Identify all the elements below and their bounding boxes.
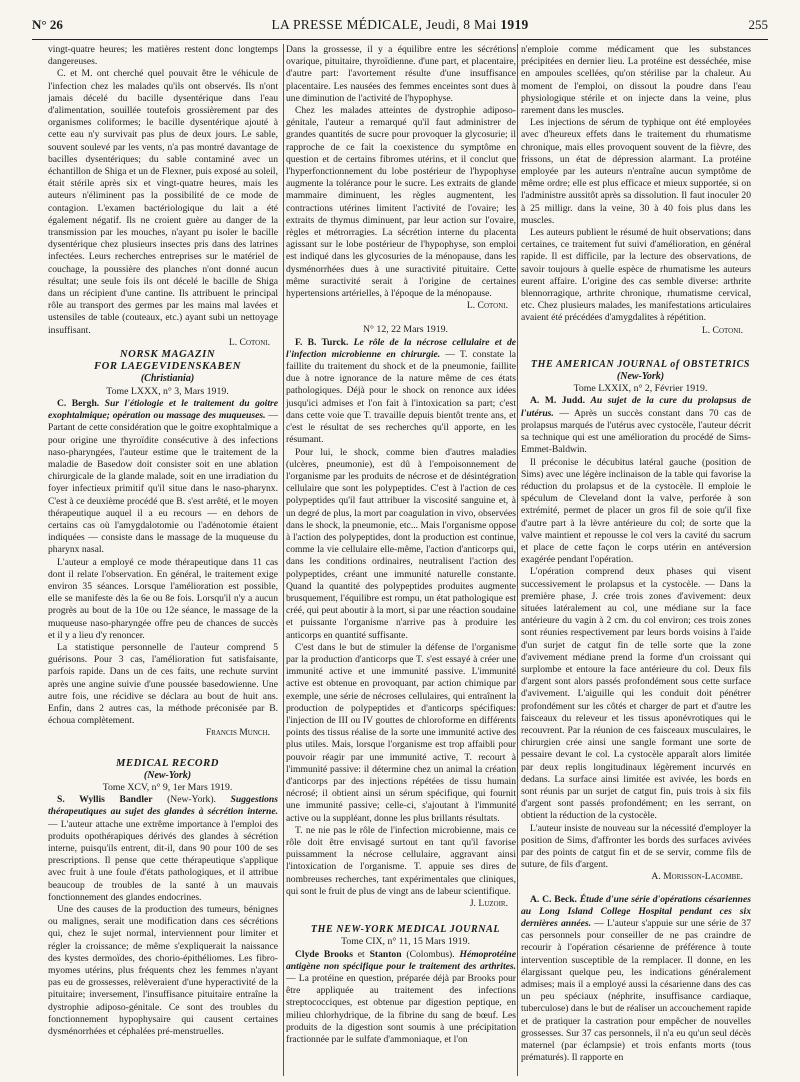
signature: L. Cotoni. — [701, 324, 743, 336]
paragraph: L'opération comprend deux phases qui visent successivement le prolapsus et la cystocèle. — Dans la première phase, J. crée trois zones d'avivement: deux situées latéralement au col, une médiane sur la face antérieure du vagin à 2 cm. du col environ; ces trois zones sont réunies respectivement par leurs bords voisins à l'aide d'un surjet de catgut fin de telle sorte que la zone d'avivement médiane prend la forme d'un croissant qui surplombe et entoure la face antérieure du col. Deux fils d'argent sont alors passés profondément sous cette surface d'avivement. L'aiguille qui les conduit doit pénétrer profondément sur les côtés et charger de part et d'autre les faisceaux du releveur et les tissus aponévrotiques qui le recouvrent. Par la réunion de ces faisceaux musculaires, le chirurgien crée ainsi une sangle formant une sorte de pessaire devant le col. La cystocèle apparaît alors limitée par deux replis longitudinaux légèrement incurvés en dedans. La surface ainsi limitée est avivée, les bords en sont réunis par un surjet de catgut fin, puis trois à six fils d'argent sont passés profondément; en les serrant, on obtient la réduction de la cystocèle. — [521, 566, 751, 822]
paragraph: C'est dans le but de stimuler la défense de l'organisme par la production d'anticorps que T. s'est essayé à créer une immunité active et une immunité passive. L'immunité active est obtenue en provoquant, par action chimique par exemple, une série de nécroses cellulaires, qui entraînent la production de polypeptides et d'anticorps spécifiques: l'injection de III ou IV gouttes de chloroforme en différents points des tissus réalise de la sorte une immunité active des plus utiles. Mais, lorsque l'organisme est trop affaibli pour pouvoir réagir par une immunité active, T. recourt à l'immunité passive: il détermine chez un animal la création d'anticorps par des injections répétées de tissu humain nécrosé; il obtient ainsi un sérum spécifique, qui fournit une immunité passive; celle-ci, s'ajoutant à l'immunité active ou la suppléant, donne les plus brillants résultats. — [286, 641, 516, 824]
column-3 — [521, 44, 751, 1076]
journal-name: LA PRESSE MÉDICALE — [271, 17, 419, 32]
article-body: — L'auteur attache une extrême importance à l'emploi des produits opothérapiques dérivés des glandes à sécrétion interne, puisqu'ils entrent, dit-il, dans 90 pour 100 de ses prescriptions. Il pense que cette thérapeutique s'applique avec fruit à une foule d'états pathologiques, et il attribue beaucoup de troubles de la santé à un mauvais fonctionnement des glandes endocrines. — [48, 818, 278, 903]
paragraph: Il préconise le décubitus latéral gauche (position de Sims) avec une légère inclinaison de la table qui favorise la réduction du prolapsus et de la cystocèle. Il emploie le spéculum de Cleveland dont la valve, perforée à son extrémité, permet de placer un gros fil de soie qu'il fixe d'autre part à la lèvre antérieure du col; de sorte que la valve maintient et repousse le col vers la cavité du sacrum et place de cette façon le corps utérin en antéversion exagérée pendant l'opération. — [521, 456, 751, 566]
column-divider-2 — [517, 44, 518, 1076]
article-entry — [286, 949, 516, 1047]
article-title: Suggestions thérapeutiques au sujet des glandes à sécrétion interne. — [48, 794, 278, 818]
article-body: — L'auteur s'appuie sur une série de 37 cas personnels pour conseiller de ne pas craindre de recourir à l'opération césarienne de préférence à toute intervention susceptible de la remplacer. Il donne, en les élargissant quelque peu, les indications généralement admises; mais il a employé aussi la césarienne dans des cas un peu spéciaux (néphrite, insuffisance cardiaque, tuberculose) dans le but de réaliser un accouchement rapide et de pratiquer la castration pour empêcher de nouvelles grossesses. Sur 37 cas personnels, il n'a eu qu'un seul décès maternel (par éclampsie) et trois enfants morts (tous prématurés). Il rapporte en — [521, 918, 751, 1064]
paragraph: Les injections de sérum de typhique ont été employées avec d'heureux effets dans le traitement du rhumatisme chronique, mais elles provoquent souvent de la fièvre, des frissons, un état de dépression alarmant. La protéine employée par les auteurs n'entraîne aucun symptôme de même ordre; elle est plus efficace et mieux supportée, si on l'administre aussitôt après sa dissolution. Il faut inoculer 20 à 25 milligr. dans la veine, 30 à 40 fois plus dans les muscles. — [521, 117, 751, 226]
paragraph: La statistique personnelle de l'auteur comprend 5 guérisons. Pour 3 cas, l'amélioration fut satisfaisante, parfois rapide. Dans un de ces faits, une rechute survint après une angine suivie d'une poussée basedowienne. Une autre fois, une récidive se déclara au bout de huit ans. Enfin, dans 2 autres cas, la méthode préconisée par B. échoua complètement. — [48, 641, 278, 727]
article-entry — [48, 794, 278, 904]
article-author-2: Stanton — [369, 948, 402, 960]
article-entry — [521, 395, 751, 456]
header-rule — [32, 39, 768, 40]
article-body: — Partant de cette considération que le goitre exophtalmique a pour origine une thyroïdite consécutive à des infections naso-pharyngées, l'auteur estime que le traitement de la maladie de Basedow doit consister soit en une ablation chirurgicale de la glande malade, soit en une irradiation du foyer infectieux primitif qu'il situe dans le naso-pharynx. C'est à ce deuxième procédé que B. s'est arrêté, et le moyen thérapeutique auquel il a eu recours — en dehors de certains cas où l'amygdalotomie ou l'adénotomie étaient indiquées — consiste dans le massage de la muqueuse du pharynx nasal. — [48, 410, 278, 556]
article-entry — [521, 894, 751, 1065]
article-author: F. B. Turck. — [295, 336, 349, 348]
article-author: A. C. Beck. — [530, 893, 577, 905]
article-title: Sur l'étiologie et le traitement du goitre exophtalmique; opération ou massage des muqueuses. — [48, 397, 278, 422]
page-number-right: 255 — [748, 17, 768, 32]
issue-date: , Jeudi, 8 Mai — [418, 17, 501, 32]
journal-issue: N° 12, 22 Mars 1919. — [362, 324, 448, 336]
paragraph: vingt-quatre heures; les matières restent donc longtemps dangereuses. — [48, 44, 278, 68]
article-author-conjunction: et — [352, 948, 370, 960]
paragraph: n'emploie comme médicament que les substances précipitées en dernier lieu. La protéine est desséchée, mise en ampoules scellées, qu'on stérilise par la chaleur. Au moment de l'emploi, on dissout la poudre dans l'eau physiologique stérile et on injecte dans la veine, plus rarement dans les muscles. — [521, 44, 751, 117]
page-number-left: N° 26 — [32, 17, 63, 32]
journal-place: (New-York) — [616, 371, 665, 383]
article-title: Au sujet de la cure du prolapsus de l'utérus. — [521, 395, 751, 419]
article-author-place: (New-York). — [167, 794, 216, 806]
journal-issue: Tome LXXX, n° 3, Mars 1919. — [106, 385, 229, 397]
journal-section-title: MEDICAL RECORD — [115, 757, 220, 769]
journal-issue: Tome LXXIX, n° 2, Février 1919. — [573, 383, 708, 395]
signature: L. Cotoni. — [466, 300, 508, 312]
article-author: A. M. Judd. — [530, 395, 585, 407]
paragraph: L'auteur a employé ce mode thérapeutique dans 11 cas dont il relate l'observation. En général, le traitement exige environ 35 séances. Lorsque l'amélioration est possible, elle se manifeste dès la 6e ou 8e fois. Lorsqu'il n'y a aucun progrès au bout de la 10e ou 12e séance, le massage de la muqueuse naso-pharyngée offre peu de chances de succès et il y a lieu d'y renoncer. — [48, 556, 278, 641]
paragraph: C. et M. ont cherché quel pouvait être le véhicule de l'infection chez les malades qu'ils ont observés. Ils n'ont jamais décelé du bacille dysentérique dans l'eau d'alimentation, souillée toutefois grossièrement par des organismes coliformes; le bacille dysentérique ajouté à cette eau n'y survivait pas plus de deux jours. Le sable, souvent soulevé par les vents, n'a pas montré davantage de bacilles dysentériques; du sable contaminé avec un échantillon de Shiga et un de Flexner, puis exposé au soleil, était stérile après six et vingt-quatre heures, mais les auteurs n'éliminent pas la possibilité de ce mode de contagion. L'examen bactériologique du lait a été également négatif. Ils ne croient guère au danger de la transmission par les mouches, n'ayant pu isoler le bacille dysentérique chez plusieurs insectes pris dans des latrines infectées. Leurs recherches entreprises sur le matériel de couchage, la poussière des planches n'ont donné aucun résultat; une seule fois ils ont décelé le bacille de Shiga dans un récipient d'une cantine. Ils attribuent le principal rôle au transport des germes par les mains mal lavées et ustensiles de table (couteaux, etc.) ayant subi un nettoyage insuffisant. — [48, 68, 278, 336]
journal-section-title: THE AMERICAN JOURNAL of OBSTETRICS — [530, 358, 751, 370]
article-author: Clyde Brooks — [295, 948, 353, 960]
article-author: C. Bergh. — [57, 397, 100, 409]
journal-section-title: NORSK MAGAZIN — [119, 349, 216, 361]
issue-year: 1919 — [500, 17, 529, 32]
signature: J. Luzoir. — [469, 898, 508, 910]
article-author-place: (Colombus). — [406, 948, 455, 960]
paragraph: Les auteurs publient le résumé de huit observations; dans certaines, ce traitement fut suivi d'amélioration, en général rapide. Il est difficile, par la lecture des observations, de savoir toujours à quelle espèce de rhumatisme les auteurs eurent affaire. L'origine des cas semble diverse: arthrite blennorragique, arthrite chronique, rhumatisme cervical, etc. Chez plusieurs malades, les manifestations articulaires avaient été précédées d'amygdalites à répétition. — [521, 227, 751, 324]
article-title: Hémoprotéine antigène non spécifique pour le traitement des arthrites. — [286, 948, 516, 972]
paragraph: T. ne nie pas le rôle de l'infection microbienne, mais ce rôle doit être envisagé surtout en tant qu'il favorise puissamment la nécrose cellulaire, aggravant ainsi l'intoxication de l'organisme. T. appuie ses dires de nombreuses recherches, tant expérimentales que cliniques, qui sont le fruit de plus de vingt ans de labeur scientifique. — [286, 824, 516, 897]
paragraph: Une des causes de la production des tumeurs, bénignes ou malignes, serait une modification dans ces sécrétions qui, chez le sujet normal, interviennent pour limiter et régler la croissance; de même s'expliquerait la naissance des kystes dermoïdes, des chorio-épithéliomes. Les fibro-myomes utérins, plus fréquents chez les femmes n'ayant pas eu de grossesses, relèveraient d'une hyperactivité de la pituitaire; inversement, l'insuffisance pituitaire entraîne la dystrophie adiposo-génitale. Ce sont des troubles du fonctionnement hypophysaire qui causent certaines dysménorrhées et céphalées pré-menstruelles. — [48, 904, 278, 1038]
journal-section-title: THE NEW-YORK MEDICAL JOURNAL — [310, 924, 501, 936]
journal-place: (New-York) — [143, 769, 192, 781]
paragraph: Pour lui, le shock, comme bien d'autres maladies (ulcères, pneumonie), est dû à l'empoisonnement de l'organisme par les produits de nécrose et de désintégration cellulaire que sont les polypeptides. C'est à l'action de ces polypeptides qu'il faut attribuer la viscosité sanguine et, à un degré de plus, la mort par coagulation in vivo, observées dans le shock, la pneumonie, etc... Mais l'organisme oppose à l'action des polypeptides, dont la production est continue, comme la vie cellulaire elle-même, l'action d'anticorps qui, dans les conditions ordinaires, neutralisent l'action des polypeptides, créant une immunité naturelle constante. Quand la quantité des polypeptides produites augmente brusquement, l'équilibre est rompu, un état pathologique est créé, qui peut aboutir à la mort, si par une réaction soudaine et puissante l'organisme n'arrive pas à produire les anticorps en quantité suffisante. — [286, 446, 516, 641]
article-body: — T. constate la faillite du traitement du shock et de la pneumonie, faillite due à notre ignorance de la nature même de ces états pathologiques. Déjà pour le shock on renonce aux idées jusqu'ici admises et l'on fait à l'intoxication sa part; c'est dans cette voie que T. travaille depuis bientôt trente ans, et c'est le résultat de ses recherches qu'il apporte, en les résumant. — [286, 348, 516, 446]
signature: Francis Munch. — [205, 727, 270, 739]
paragraph: L'auteur insiste de nouveau sur la nécessité d'employer la position de Sims, d'affronter les bords des surfaces avivées par des points de catgut fin et de se servir, comme fils de suture, de fils d'argent. — [521, 822, 751, 871]
article-body: — Après un succès constant dans 70 cas de prolapsus marqués de l'utérus avec cystocèle, l'auteur décrit sa technique qui est une amélioration du procédé de Sims-Emmet-Baldwin. — [521, 407, 751, 456]
article-entry — [48, 398, 278, 557]
signature: L. Cotoni. — [228, 336, 270, 348]
column-1 — [48, 44, 278, 1076]
journal-issue: Tome CIX, n° 11, 15 Mars 1919. — [341, 936, 470, 948]
signature: A. Morisson-Lacombe. — [651, 871, 743, 883]
running-head — [32, 17, 768, 37]
article-title: Étude d'une série d'opérations césariennes au Long Island College Hospital pendant ces six dernières années. — [521, 893, 751, 930]
article-entry — [286, 337, 516, 447]
column-divider-1 — [283, 44, 284, 1076]
journal-place: (Christiania) — [140, 373, 195, 385]
journal-header — [32, 17, 768, 33]
article-body: — La protéine en question, préparée déjà par Brooks pour être appliquée au traitement des infections streptococciques, est obtenue par digestion peptique, en milieu chlorhydrique, de la fibrine du sang de bœuf. Les produits de la digestion sont soumis à une précipitation fractionnée par le sulfate d'ammoniaque, et l'on — [286, 973, 516, 1046]
article-title: Le rôle de la nécrose cellulaire et de l'infection microbienne en chirurgie. — [286, 336, 516, 360]
article-author: S. Wyllis Bandler — [57, 794, 153, 806]
paragraph: Chez les malades atteintes de dystrophie adiposo-génitale, l'auteur a remarqué qu'il faut administrer de grandes quantités de sucre pour provoquer la glycosurie; il rapproche de ce fait la coexistence du symptôme en question et de certains fibromes utérins, et il conclut que l'hyperfonctionnement du lobe postérieur de l'hypophyse augmente la tolérance pour le sucre. Les extraits de glande mammaire diminuent, les règles augmentent, les contractions utérines limitent l'activité de l'ovaire; les extraits de thymus diminuent, par leur action sur l'ovaire, règles et métrorragies. La sécrétion interne du placenta agissant sur le lobe postérieur de l'hypophyse, son emploi est indiqué dans les glycosuries de la ménopause, dans les dysménorrhées dues à une suractivité pituitaire. Cette même suractivité serait à l'origine de certaines hypertensions artérielles, à l'époque de la ménopause. — [286, 105, 516, 300]
paragraph: Dans la grossesse, il y a équilibre entre les sécrétions ovarique, pituitaire, thyroïdienne. d'une part, et placentaire, d'autre part: l'avortement résulte d'une insuffisance placentaire. Les nausées des femmes enceintes sont dues à une diminution de l'activité de l'hypophyse. — [286, 44, 516, 104]
journal-section-title-line2: FOR LAEGEVIDENSKABEN — [93, 361, 242, 373]
column-2 — [286, 44, 516, 1076]
journal-issue: Tome XCV, n° 9, 1er Mars 1919. — [102, 781, 233, 793]
